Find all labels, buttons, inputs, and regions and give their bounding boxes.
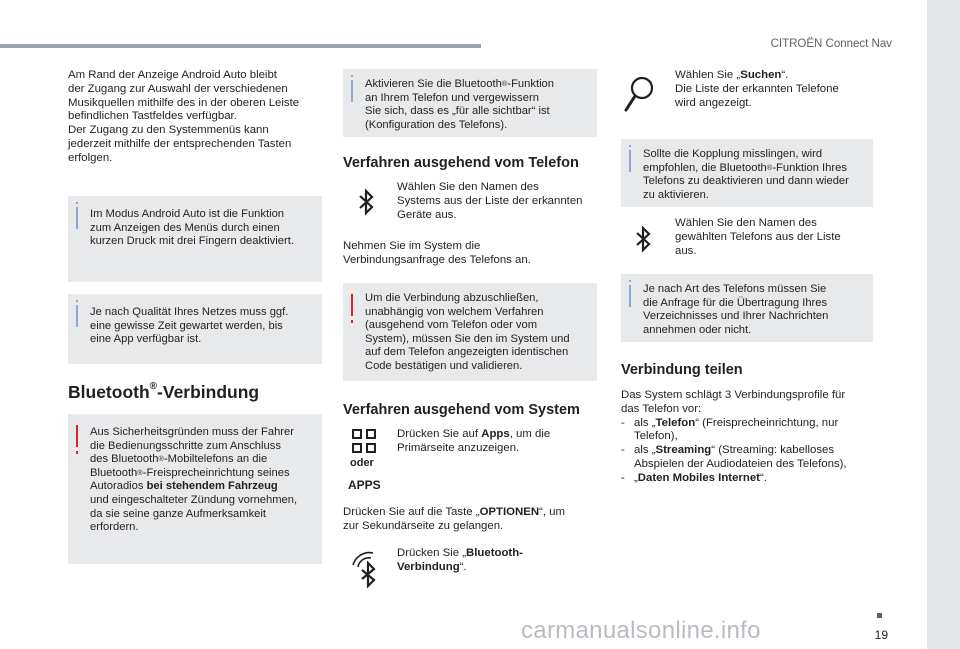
continue-marker [877, 613, 882, 618]
info-marker-icon [351, 80, 353, 102]
page-number: 19 [874, 628, 888, 642]
search-step-text: Wählen Sie „Suchen“. Die Liste der erkannten Telefone wird angezeigt. [675, 69, 839, 109]
apps-step-text: Drücken Sie auf Apps, um die Primärseite anzuzeigen. [397, 428, 551, 454]
warning-marker-icon [76, 425, 78, 447]
bluetooth-icon [634, 225, 654, 253]
watermark-text: carmanualsonline.info [521, 617, 761, 644]
info-marker-icon [76, 207, 78, 229]
info-marker-icon [629, 285, 631, 307]
warning-box-safety: Aus Sicherheitsgründen muss der Fahrer die Bedienungsschritte zum Anschluss des Bluetooth®-Mobiltelefons an die Bluetooth®-Freisprecheinrichtung seines Autoradios bei stehendem Fahrzeug und eingeschalteter Zündung vornehmen, da sie seine ganze Aufmerksamkeit erfordern. [68, 414, 322, 564]
options-text: Drücken Sie auf die Taste „OPTIONEN“, um zur Sekundärseite zu gelangen. [343, 506, 566, 532]
section-heading-system: Verfahren ausgehend vom System [343, 402, 580, 418]
header-rule [0, 44, 481, 48]
bluetooth-icon [357, 188, 377, 216]
info-box-pairing-failed: Sollte die Kopplung misslingen, wird empfohlen, die Bluetooth®-Funktion Ihres Telefons zu deaktivieren und dann wieder zu aktivieren. [621, 139, 873, 207]
select-phone-step-text: Wählen Sie den Namen des gewählten Telefons aus der Liste aus. [675, 217, 841, 257]
search-icon [622, 74, 656, 116]
info-marker-icon [629, 150, 631, 172]
info-box-android-auto: Im Modus Android Auto ist die Funktion zum Anzeigen des Menüs durch einen kurzen Druck mit drei Fingern deaktiviert. [68, 196, 322, 282]
info-box-phone-type: Je nach Art des Telefons müssen Sie die Anfrage für die Übertragung Ihres Verzeichnisses und Ihrer Nachrichten annehmen oder nicht. [621, 274, 873, 342]
phone-accept-text: Nehmen Sie im System die Verbindungsanfrage des Telefons an. [343, 240, 531, 266]
list-item: - „Daten Mobiles Internet“. [621, 472, 873, 486]
section-title-bluetooth: Bluetooth®-Verbindung [68, 381, 260, 402]
phone-step-text: Wählen Sie den Namen des Systems aus der Liste der erkannten Geräte aus. [397, 181, 583, 221]
warning-marker-icon [351, 294, 353, 316]
apps-grid-icon [351, 428, 377, 454]
apps-button-label: APPS [348, 478, 381, 492]
profile-list [621, 417, 873, 486]
bluetooth-connection-step-text: Drücken Sie „Bluetooth- Verbindung“. [397, 547, 523, 573]
bluetooth-touch-icon [349, 549, 387, 591]
info-box-network: Je nach Qualität Ihres Netzes muss ggf. eine gewisse Zeit gewartet werden, bis eine App verfügbar ist. [68, 294, 322, 364]
share-profiles-text: Das System schlägt 3 Verbindungsprofile für das Telefon vor: - als „Telefon“ (Freisprecheinrichtung, nur Telefon), - als „Streaming“ (Streaming: kabelloses Abspielen der Audiodateien des Telefons), - „Daten Mobiles Internet“. [621, 389, 873, 486]
header-title: CITROËN Connect Nav [770, 38, 892, 50]
intro-paragraph: Am Rand der Anzeige Android Auto bleibt der Zugang zur Auswahl der verschiedenen Musikquellen mithilfe des in der oberen Leiste befindlichen Tastfeldes verfügbar. Der Zugang zu den Systemmenüs kann jederzeit mithilfe der entsprechenden Tasten erfolgen. [68, 69, 300, 164]
section-heading-share: Verbindung teilen [621, 362, 743, 378]
oder-label: oder [350, 457, 374, 469]
warning-box-code: Um die Verbindung abzuschließen, unabhängig von welchem Verfahren (ausgehend vom Telefon oder vom System), müssen Sie den im System und auf dem Telefon angezeigten identischen Code bestätigen und validieren. [343, 283, 597, 381]
info-marker-icon [76, 305, 78, 327]
section-heading-phone: Verfahren ausgehend vom Telefon [343, 155, 579, 171]
info-box-activate-bluetooth: Aktivieren Sie die Bluetooth®-Funktion an Ihrem Telefon und vergewissern Sie sich, dass es „für alle sichtbar“ ist (Konfiguration des Telefons). [343, 69, 597, 137]
page-edge-strip [927, 0, 960, 649]
list-item: - als „Telefon“ (Freisprecheinrichtung, nur Telefon), [621, 417, 873, 445]
list-item: - als „Streaming“ (Streaming: kabelloses Abspielen der Audiodateien des Telefons), [621, 444, 873, 472]
